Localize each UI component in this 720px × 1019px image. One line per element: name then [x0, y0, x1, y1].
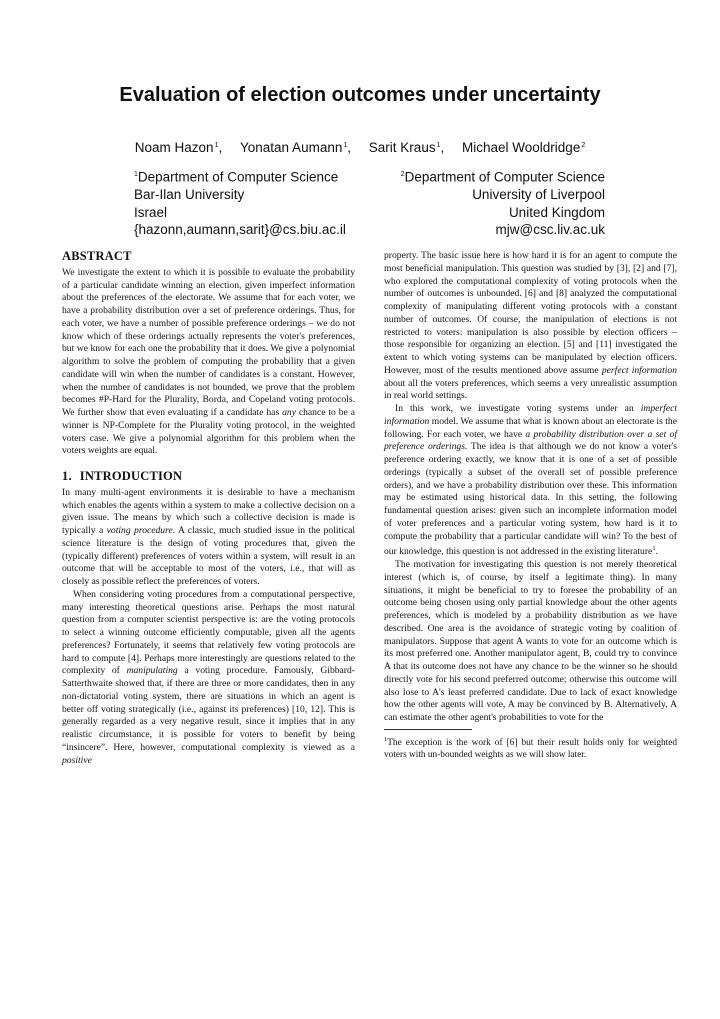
affiliation-dept: Department of Computer Science	[137, 169, 339, 185]
intro-paragraph: When considering voting procedures from a computational perspective, many interesting theoretical questions arise. Perhaps the most natural question from a computer scientist perspective is: are the voting protocols to select a winning outcome efficiently computable, given all the agents preferences? Fortunately, it seems that relatively few voting protocols are hard to compute [4]. Perhaps more interestingly are questions related to the complexity of manipulating a voting procedure. Famously, Gibbard-Satterthwaite showed that, if there are three or more candidates, then in any non-dictatorial voting system, there are situations in which an agent is better off voting strategically (i.e., against its preferences) [10, 12]. This is generally regarded as a very negative result, since it implies that in any realistic circumstance, it is possible for voters to benefit by being “insincere”. Here, however, computational complexity is viewed as a positive	[62, 588, 355, 766]
affiliation-univ: Bar-Ilan University	[134, 187, 245, 202]
author: Michael Wooldridge$^2$	[462, 140, 586, 155]
affiliation-email: mjw@csc.liv.ac.uk	[495, 222, 605, 237]
author-list	[0, 140, 720, 155]
author: Sarit Kraus$^1$,	[368, 140, 445, 155]
abstract-heading: ABSTRACT	[62, 249, 132, 263]
author: Yonatan Aumann$^1$,	[240, 140, 352, 155]
affiliation-country: United Kingdom	[508, 204, 605, 220]
intro-heading: 1. INTRODUCTION	[62, 469, 183, 483]
affiliation-univ: University of Liverpool	[472, 187, 605, 202]
footnote-divider	[384, 729, 472, 730]
affiliation-right: $^2$Department of Computer Science University of Liverpool United Kingdom mjw@csc.liv.ac.uk	[400, 169, 605, 237]
paper-title: Evaluation of election outcomes under uncertainty	[119, 84, 601, 106]
affiliation-country: Israel	[134, 204, 168, 220]
footnote: $^1$The exception is the work of [6] but their result holds only for weighted voters with un-bounded weights as we will show later.	[384, 735, 677, 760]
footnote-marker: 1	[652, 545, 656, 553]
body-paragraph: In this work, we investigate voting systems under an imperfect information model. We assume that what is known about an electorate is the following. For each voter, we have a probability distribution over a set of preference orderings. The idea is that although we do not know a voter's preference ordering exactly, we know that it is one of a set of possible orderings (typically a subset of the overall set of possible preference orders), and we have a probability distribution over these. This information may be estimated using historical data. In this setting, the following fundamental question arises: given such an incomplete information model of voter preferences and a particular voting system, how hard is it to compute the probability that a particular candidate will win? To the best of our knowledge, this question is not addressed in the existing literature$^1$.	[384, 403, 677, 558]
left-column	[62, 250, 355, 767]
affiliation-dept: Department of Computer Science	[404, 169, 605, 185]
body-paragraph: The motivation for investigating this question is not merely theoretical interest (which is, of course, by itself a legitimate thing). In many situations, it might be beneficial to try to foresee the probability of an outcome being chosen using only partial knowledge about the other agents preferences, which is modeled by a probability distribution as we have described. One area is the avoidance of strategic voting by coalition of manipulators. Suppose that agent A wants to vote for an outcome which is its most preferred one. Another manipulator agent, B, could try to convince A that its outcome does not have any chance to be the winner so he should directly vote for his second preferred outcome; otherwise this outcome will also lose to A's least preferred candidate. Due to lack of exact knowledge how the other agents will vote, A may be convinced by B. Alternatively, A can estimate the other agent's probabilities to vote for the	[384, 559, 677, 724]
affiliation-email: {hazonn,aumann,sarit}@cs.biu.ac.il	[134, 222, 346, 237]
body-paragraph: property. The basic issue here is how hard it is for an agent to compute the most beneficial manipulation. This question was studied by [3], [2] and [7], who explored the computational complexity of voting protocols when the number of outcomes is unbounded. [6] and [8] analyzed the computational complexity of manipulating different voting protocols with a constant number of outcomes. Of course, the manipulation of elections is not restricted to voters: manipulation is also possible by election officers – those responsible for organizing an election. [5] and [11] investigated the extent to which voting systems can be manipulated by election officers. However, most of the results mentioned above assume perfect information about all the voters preferences, which seems a very unrealistic assumption in real world settings.	[384, 250, 678, 402]
intro-paragraph: In many multi-agent environments it is desirable to have a mechanism which enables the agents within a system to make a collective decision on a given issue. The means by which such a collective decision is made is typically a voting procedure. A classic, much studied issue in the political science literature is the design of voting procedures that, given the (typically different) preferences of voters within a system, will result in an outcome that will be acceptable to most of the voters, i.e., that will as closely as possible reflect the preferences of voters.	[62, 486, 355, 587]
affiliation-left: $^1$Department of Computer Science Bar-Ilan University Israel {hazonn,aumann,sarit}@cs.biu.ac.il	[134, 169, 346, 237]
author: Noam Hazon$^1$,	[134, 140, 223, 155]
abstract-text: We investigate the extent to which it is possible to evaluate the probability of a particular candidate winning an election, given imperfect information about the preferences of the electorate. We assume that for each voter, we have a probability distribution over a set of preference orderings. Thus, for each voter, we have a number of possible preference orderings – we do not know which of these orderings actually represents the voter's preferences, but we know for each one the probability that it does. We give a polynomial algorithm to solve the problem of computing the probability that a given candidate will win when the number of candidates is a constant. However, when the number of candidates is not bounded, we prove that the problem becomes #P-Hard for the Plurality, Borda, and Copeland voting protocols. We further show that even evaluating if a candidate has any chance to be a winner is NP-Complete for the Plurality voting protocol, in the weighted voters case. We give a polynomial algorithm for this problem when the voters weights are equal.	[62, 266, 355, 457]
right-column	[384, 250, 677, 761]
